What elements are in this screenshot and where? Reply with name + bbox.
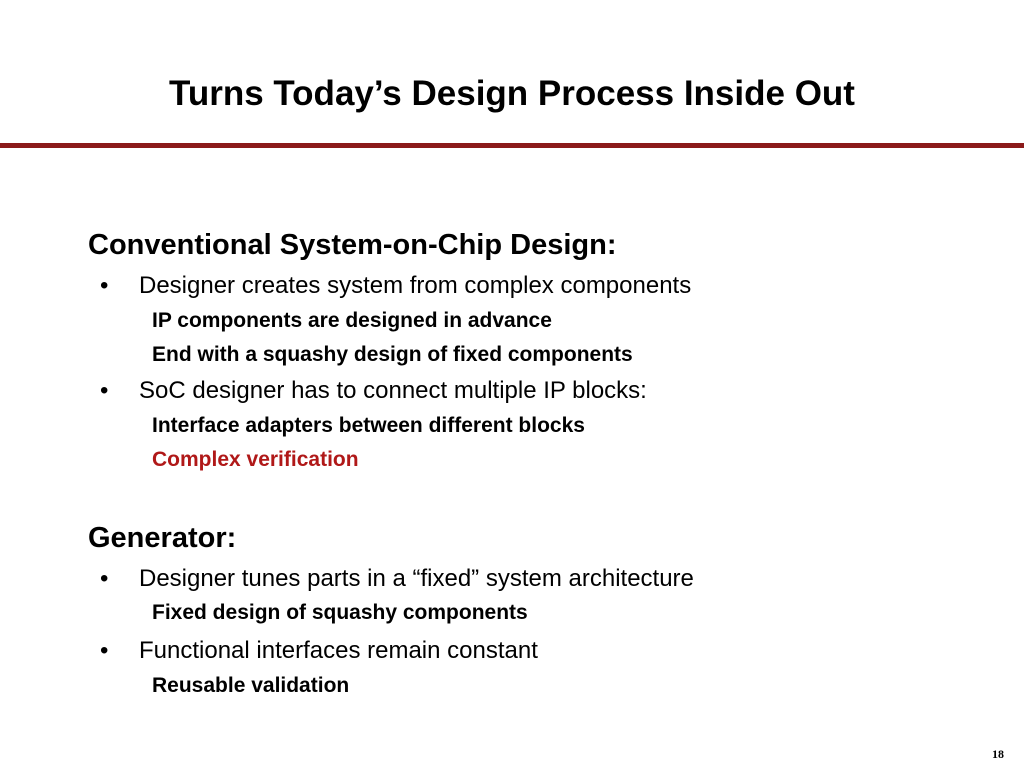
bullet-text: Designer tunes parts in a “fixed” system architecture xyxy=(139,565,694,592)
bullet-icon: • xyxy=(100,377,109,404)
section-heading-generator: Generator: xyxy=(88,522,237,554)
page-number: 18 xyxy=(992,747,1004,761)
bullet-text: SoC designer has to connect multiple IP blocks: xyxy=(139,377,647,404)
bullet-icon: • xyxy=(100,272,109,299)
sub-item: IP components are designed in advance xyxy=(152,309,552,332)
title-divider xyxy=(0,143,1024,148)
section-heading-conventional-soc: Conventional System-on-Chip Design: xyxy=(88,229,617,261)
sub-item: Interface adapters between different blocks xyxy=(152,414,585,437)
bullet-icon: • xyxy=(100,637,109,664)
sub-item-highlighted: Complex verification xyxy=(152,448,359,471)
bullet-icon: • xyxy=(100,565,109,592)
sub-item: Reusable validation xyxy=(152,674,350,697)
slide-title: Turns Today’s Design Process Inside Out xyxy=(169,74,855,113)
sub-item: End with a squashy design of fixed components xyxy=(152,343,633,366)
bullet-text: Designer creates system from complex components xyxy=(139,272,692,299)
bullet-text: Functional interfaces remain constant xyxy=(139,637,538,664)
sub-item: Fixed design of squashy components xyxy=(152,601,528,624)
